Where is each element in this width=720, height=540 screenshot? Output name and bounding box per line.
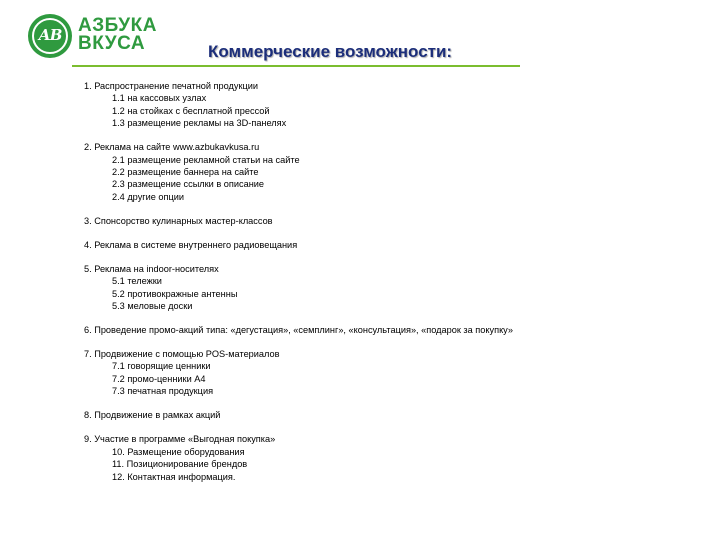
offer-subitem: 5.2 противокражные антенны <box>112 288 238 299</box>
offer-section <box>84 80 704 130</box>
offer-subitem: 1.3 размещение рекламы на 3D-панелях <box>112 118 287 129</box>
offer-subitem: 2.3 размещение ссылки в описание <box>112 179 265 190</box>
offer-subitem: 2.2 размещение баннера на сайте <box>112 167 259 178</box>
offer-section <box>84 263 704 313</box>
offer-section-heading: 1. Распространение печатной продукции <box>84 81 259 91</box>
offer-section <box>84 348 704 398</box>
offer-subitem: 7.2 промо-ценники А4 <box>112 373 206 384</box>
offer-subitem: 11. Позиционирование брендов <box>112 459 248 470</box>
offer-section <box>84 141 704 203</box>
offer-section-heading: 7. Продвижение с помощью POS-материалов <box>84 349 280 360</box>
offer-section-heading: 6. Проведение промо-акций типа: «дегустация», «семплинг», «консультация», «подарок за покупку» <box>84 325 513 336</box>
offer-section-heading: 4. Реклама в системе внутреннего радиовещания <box>84 239 298 250</box>
offer-subitem: 7.3 печатная продукция <box>112 386 214 397</box>
logo-monogram: АВ <box>38 26 62 44</box>
offer-section-heading: 5. Реклама на indoor-носителях <box>84 263 219 274</box>
offer-section <box>84 433 704 483</box>
offer-list <box>84 80 704 495</box>
offer-subitem: 12. Контактная информация. <box>112 471 236 482</box>
company-logo <box>28 14 168 58</box>
offer-subitem: 7.1 говорящие ценники <box>112 361 211 372</box>
offer-subitem: 2.4 другие опции <box>112 191 185 202</box>
logo-line-1: АЗБУКА <box>78 15 157 36</box>
offer-section-heading: 9. Участие в программе «Выгодная покупка» <box>84 434 276 445</box>
offer-subitem: 1.2 на стойках с бесплатной прессой <box>112 105 270 116</box>
page-title: Коммерческие возможности: <box>208 42 453 61</box>
logo-wordmark <box>78 17 157 53</box>
offer-subitem: 10. Размещение оборудования <box>112 446 245 457</box>
offer-subitem: 1.1 на кассовых узлах <box>112 93 207 104</box>
logo-emblem-icon <box>28 14 72 58</box>
offer-section <box>84 324 704 336</box>
title-divider <box>72 65 520 67</box>
offer-section <box>84 409 704 421</box>
offer-section <box>84 239 704 251</box>
offer-section-heading: 3. Спонсорство кулинарных мастер-классов <box>84 215 273 226</box>
offer-subitem: 5.1 тележки <box>112 276 162 287</box>
offer-section-heading: 2. Реклама на сайте www.azbukavkusa.ru <box>84 142 260 153</box>
offer-section-heading: 8. Продвижение в рамках акций <box>84 410 221 421</box>
logo-line-2: ВКУСА <box>78 33 146 54</box>
offer-section <box>84 215 704 227</box>
offer-subitem: 2.1 размещение рекламной статьи на сайте <box>112 154 300 165</box>
offer-subitem: 5.3 меловые доски <box>112 301 193 312</box>
